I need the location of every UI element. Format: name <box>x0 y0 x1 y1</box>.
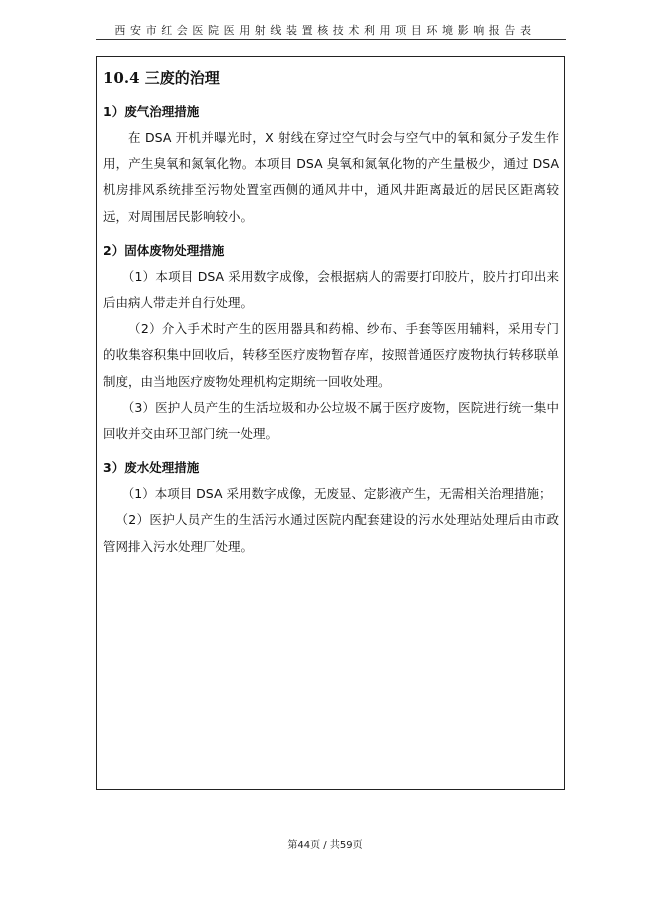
solid-waste-paragraph-2: （2）介入手术时产生的医用器具和药棉、纱布、手套等医用辅料，采用专门的收集容积集中回收后，转移至医疗废物暂存库，按照普通医疗废物执行转移联单制度，由当地医疗废物处理机构定期统一回收处理。 <box>103 321 559 389</box>
page-header: 西安市红会医院医用射线装置核技术利用项目环境影响报告表 <box>114 24 536 37</box>
exhaust-paragraph: 在 DSA 开机并曝光时，X 射线在穿过空气时会与空气中的氧和氮分子发生作用，产生臭氧和氮氧化物。本项目 DSA 臭氧和氮氧化物的产生量极少，通过 DSA 机房排风系统排至污物处置室西侧的通风井中，通风井距离最近的居民区距离较远，对周围居民影响较小。 <box>103 130 559 224</box>
wastewater-paragraph-2: （2）医护人员产生的生活污水通过医院内配套建设的污水处理站处理后由市政管网排入污水处理厂处理。 <box>103 512 559 554</box>
content-body <box>103 65 559 560</box>
wastewater-paragraph-1: （1）本项目 DSA 采用数字成像，无废显、定影液产生，无需相关治理措施； <box>121 486 552 502</box>
page-number: 第44页 / 共59页 <box>287 840 363 851</box>
solid-waste-paragraph-3: （3）医护人员产生的生活垃圾和办公垃圾不属于医疗废物，医院进行统一集中回收并交由环卫部门统一处理。 <box>103 399 559 442</box>
section-title: 10.4 三废的治理 <box>103 69 220 87</box>
solid-waste-paragraph-1: （1）本项目 DSA 采用数字成像，会根据病人的需要打印胶片，胶片打印出来后由病人带走并自行处理。 <box>103 268 559 311</box>
solid-waste-heading: 2）固体废物处理措施 <box>103 242 225 258</box>
exhaust-heading: 1）废气治理措施 <box>103 104 200 119</box>
content-frame <box>96 56 565 790</box>
header-divider <box>96 39 566 40</box>
wastewater-heading: 3）废水处理措施 <box>103 460 200 476</box>
